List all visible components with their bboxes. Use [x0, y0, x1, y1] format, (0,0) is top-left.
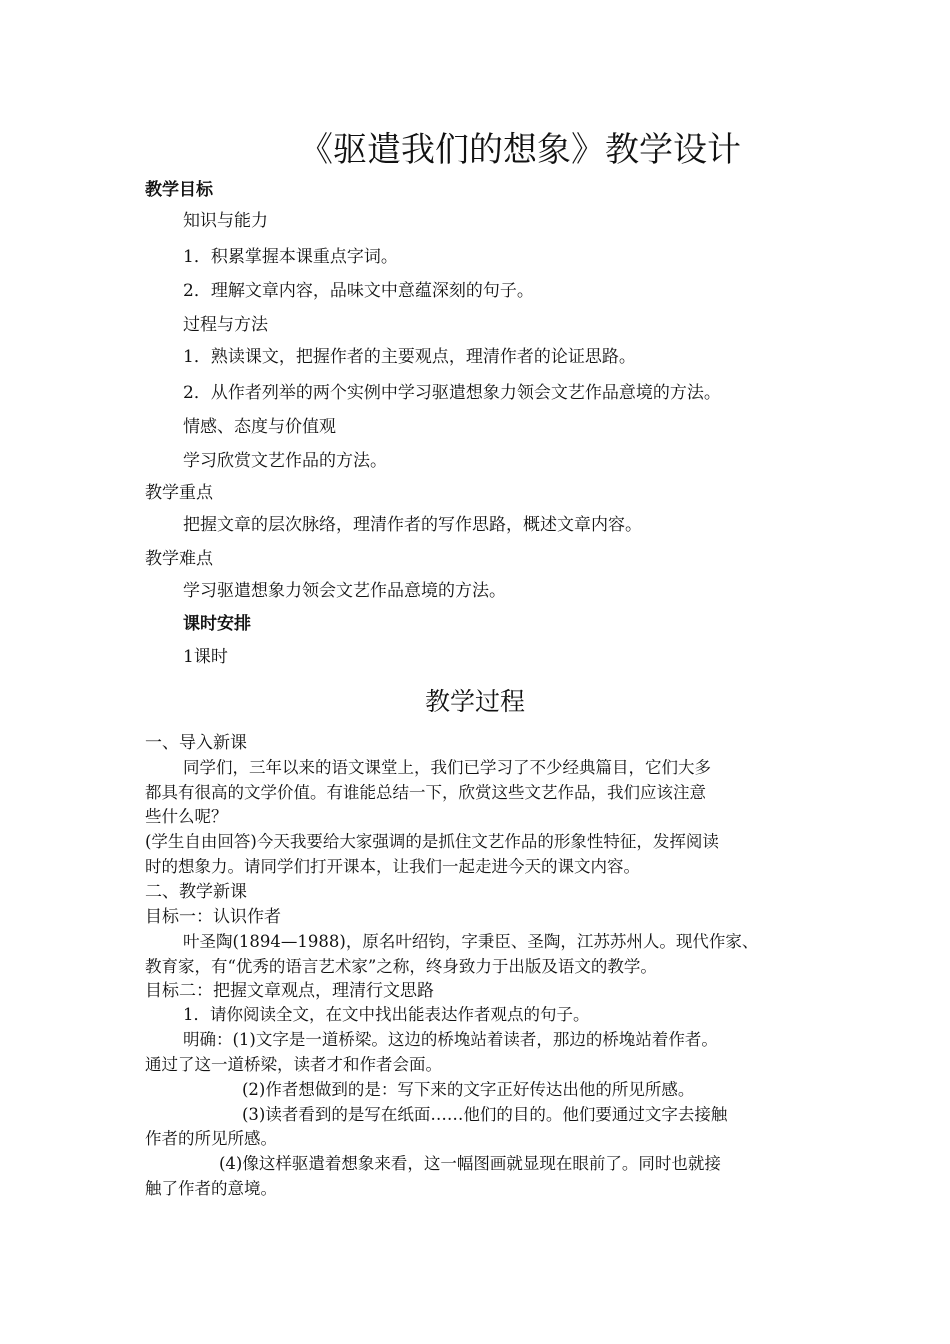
- process-heading: 过程与方法: [183, 315, 268, 335]
- answer-line: 明确：(1)文字是一道桥梁。这边的桥堍站着读者，那边的桥堍站着作者。: [183, 1030, 718, 1049]
- schedule-heading: 课时安排: [183, 614, 251, 634]
- emotion-text: 学习欣赏文艺作品的方法。: [183, 451, 387, 471]
- key-points-heading: 教学重点: [145, 483, 213, 503]
- answer-line: (3)读者看到的是写在纸面……他们的目的。他们要通过文字去接触: [242, 1105, 728, 1124]
- process-item: 2．从作者列举的两个实例中学习驱遣想象力领会文艺作品意境的方法。: [183, 383, 721, 403]
- paragraph-line: 些什么呢？: [145, 807, 228, 826]
- section2-heading: 二、教学新课: [145, 882, 247, 902]
- goals-heading: 教学目标: [145, 180, 213, 200]
- paragraph-line: 时的想象力。请同学们打开课本，让我们一起走进今天的课文内容。: [145, 857, 640, 876]
- answer-line: 触了作者的意境。: [145, 1179, 277, 1198]
- paragraph-line: 都具有很高的文学价值。有谁能总结一下，欣赏这些文艺作品，我们应该注意: [145, 783, 706, 802]
- goal1-heading: 目标一：认识作者: [145, 907, 281, 927]
- answer-line: 通过了这一道桥梁，读者才和作者会面。: [145, 1055, 442, 1074]
- goal2-heading: 目标二：把握文章观点，理清行文思路: [145, 981, 434, 1001]
- section1-heading: 一、导入新课: [145, 733, 247, 753]
- paragraph-line: 同学们，三年以来的语文课堂上，我们已学习了不少经典篇目，它们大多: [183, 758, 711, 777]
- difficulty-text: 学习驱遣想象力领会文艺作品意境的方法。: [183, 581, 506, 601]
- difficulty-heading: 教学难点: [145, 549, 213, 569]
- paragraph-line: (学生自由回答)今天我要给大家强调的是抓住文艺作品的形象性特征，发挥阅读: [145, 832, 719, 851]
- document-title: 《驱遣我们的想象》教学设计: [299, 130, 741, 170]
- paragraph-line: 教育家，有“优秀的语言艺术家”之称，终身致力于出版及语文的教学。: [145, 957, 657, 976]
- process-item: 1．熟读课文，把握作者的主要观点，理清作者的论证思路。: [183, 347, 636, 367]
- emotion-heading: 情感、态度与价值观: [183, 417, 336, 437]
- paragraph-line: 叶圣陶(1894—1988)，原名叶绍钧，字秉臣、圣陶，江苏苏州人。现代作家、: [183, 932, 759, 951]
- question-line: 1．请你阅读全文，在文中找出能表达作者观点的句子。: [183, 1005, 590, 1024]
- knowledge-heading: 知识与能力: [183, 211, 268, 231]
- answer-line: (4)像这样驱遣着想象来看，这一幅图画就显现在眼前了。同时也就接: [219, 1154, 721, 1173]
- schedule-text: 1课时: [183, 647, 228, 667]
- key-points-text: 把握文章的层次脉络，理清作者的写作思路，概述文章内容。: [183, 515, 642, 535]
- process-section-title: 教学过程: [424, 687, 525, 716]
- answer-line: (2)作者想做到的是：写下来的文字正好传达出他的所见所感。: [242, 1080, 695, 1099]
- answer-line: 作者的所见所感。: [145, 1129, 277, 1148]
- knowledge-item: 1．积累掌握本课重点字词。: [183, 247, 398, 267]
- knowledge-item: 2．理解文章内容，品味文中意蕴深刻的句子。: [183, 281, 534, 301]
